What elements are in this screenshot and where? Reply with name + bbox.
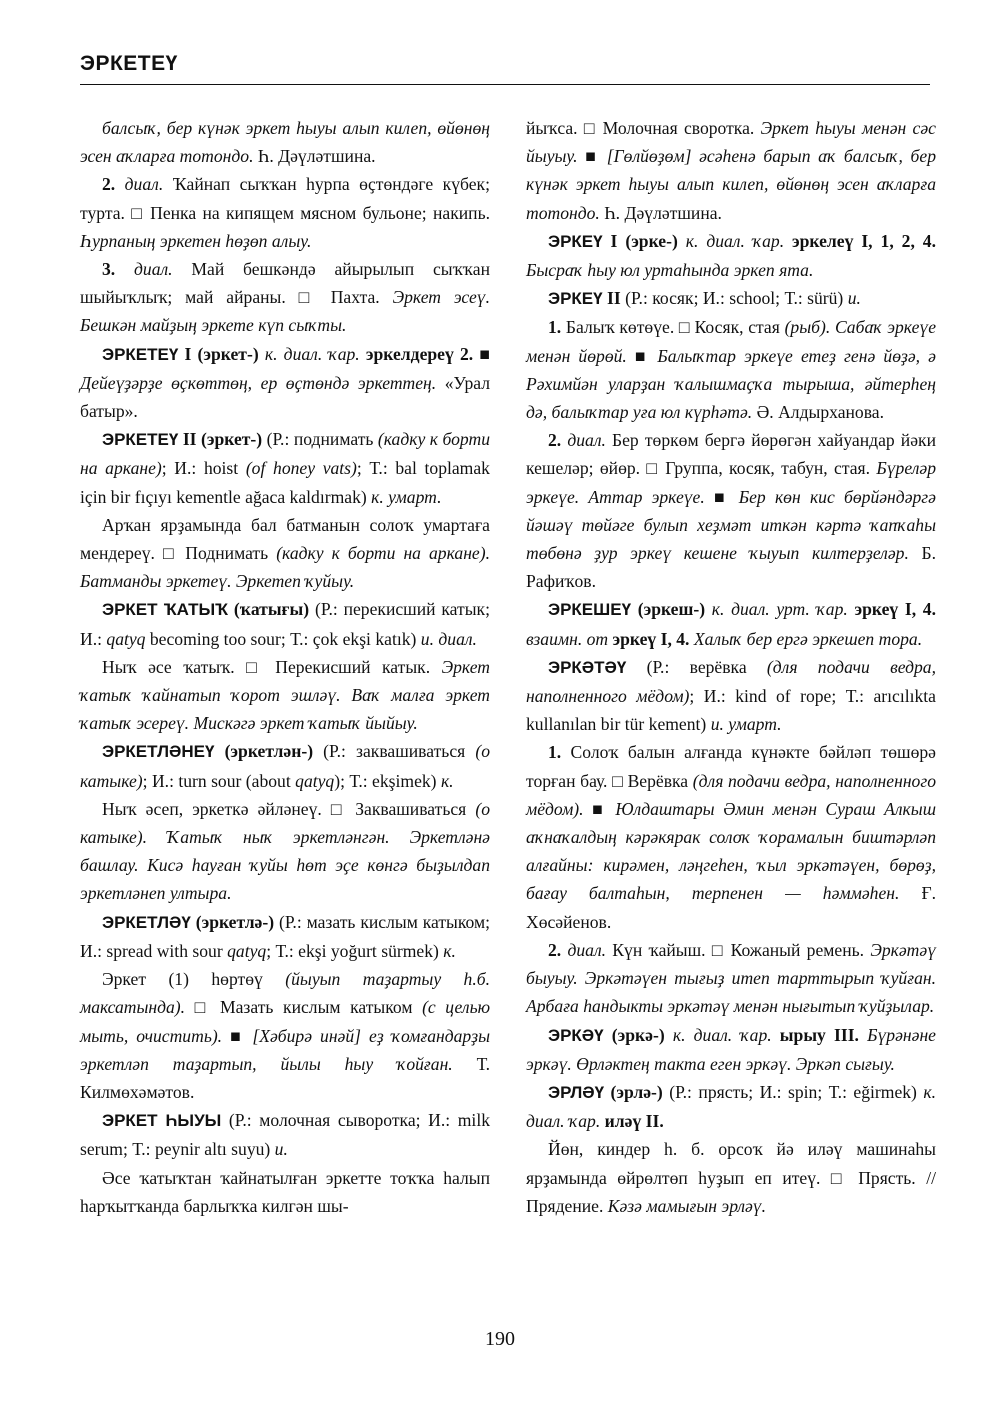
headword: ЭРКЕТЕҮ xyxy=(102,344,179,364)
headword: ЭРКЕҮ xyxy=(548,231,603,251)
sense-1: 1. Балыҡ көтөүе. □ Косяк, стая (рыб). Сабаҡ эркеүе менән йөрөй. ■ Балыҡтар эркеүе етеҙ генә йөҙә, ә Рәхимйән уларҙан ҡалышмаҫҡа тырыша, әйтерһең дә, балыҡтар уға юл күрһәтә. Ә. Алдырханова. xyxy=(526,317,936,423)
entry-erketlau: ЭРКЕТЛӘҮ (эркетлә-) (Р.: мазать кислым катыком; И.: spread with sour qatyq; Т.: ekşi yoğurt sürmek) к. xyxy=(80,911,490,961)
entry-erket-hyuy: ЭРКЕТ ҺЫУЫ (Р.: молочная сыворотка; И.: milk serum; Т.: peynir altı suyu) и. xyxy=(80,1110,491,1160)
headword: ЭРЛӘҮ xyxy=(548,1082,605,1102)
header-rule xyxy=(80,84,930,85)
definition: Әсе ҡатыҡтан ҡайнатылған эркетте тоҡҡа һалып һарҡытҡанда барлыҡҡа килгән шы- xyxy=(80,1167,490,1216)
headword: ЭРКЕТЕҮ xyxy=(102,430,179,450)
entry-erkau: ЭРКӘҮ (эркә-) к. диал. ҡар. ырыу III. Бүрәнәне эркәү. Өрләктең такта еген эркәү. Эркәп сығыу. xyxy=(526,1024,936,1074)
entry-erketeu-1: ЭРКЕТЕҮ I (эркет-) к. диал. ҡар. эркелдереү 2. ■ Дейеүҙәрҙе өҫкөттөң, ер өҫтөндә эркеттең. «Урал батыр». xyxy=(80,343,490,422)
entry-erket-katyk: ЭРКЕТ ҠАТЫҠ (ҡатығы) (Р.: перекисший катык; И.: qatyq becoming too sour; Т.: çok ekşi katık) и. диал. xyxy=(80,599,490,649)
entry-continuation: балсыҡ, бер күнәк эркет һыуы алып килеп, өйөнөң эсен аҡларға тотондо. Һ. Дәүләтшина. xyxy=(80,118,490,167)
headword: ЭРКЕТ ҠАТЫҠ xyxy=(102,600,229,620)
definition: Ныҡ әсеп, эркеткә әйләнеү. □ Заквашиваться (о катыке). Ҡатыҡ ныҡ эркетләнгән. Эркетләнә башлау. Кисә һауған ҡуйы һөт эҫе көнгә быҙылдап эркетләнеп ултыра. xyxy=(80,798,490,904)
entry-erlau: ЭРЛӘҮ (эрлә-) (Р.: прясть; И.: spin; Т.: eğirmek) к. диал. ҡар. иләү II. xyxy=(526,1081,937,1132)
definition: Ныҡ әсе ҡатыҡ. □ Перекисший катык. Эркет ҡатыҡ ҡайнатып ҡорот эшләү. Ваҡ малға эркет ҡатыҡ эсереү. Мискәгә эркет ҡатыҡ йыйыу. xyxy=(80,656,490,734)
entry-erketlaneu: ЭРКЕТЛӘНЕҮ (эркетлән-) (Р.: заквашиваться (о катыке); И.: turn sour (about qatyq); Т.: ekşimek) к. xyxy=(80,741,490,791)
right-column xyxy=(526,114,936,1220)
headword: ЭРКЕТЛӘНЕҮ xyxy=(102,742,215,762)
definition: Арҡан ярҙамында бал батманын солоҡ умартаға мендереү. □ Поднимать (кадку к борти на аркане). Батманды эркетеү. Эркетеп ҡуйыу. xyxy=(80,514,490,592)
sense-1: 1. Солоҡ балын алғанда күнәкте бәйләп төшөрә торған бау. □ Верёвка (для подачи ведра, наполненного мёдом). ■ Юлдаштары Әмин менән Сураш Алкыш аҡнаҡалдың кәрәкярак солоҡ ҡорамалын биштәрләп алғайны: кирәмен, ләңгеһен, ҡыл эркәтәүен, бөрөҙ, бағау балтаһын, терпенен — һәммәһен. Ғ. Хөсәйенов. xyxy=(526,742,937,932)
sense-2: 2. диал. Күн ҡайыш. □ Кожаный ремень. Эркәтәү быуыу. Эркәтәүен тығыҙ итеп тарттырып ҡуйған. Арбаға һандыкты эркәтәү менән нығытып ҡуйҙылар. xyxy=(526,939,936,1017)
headword: ЭРКӘҮ xyxy=(548,1025,604,1045)
headword: ЭРКӘТӘҮ xyxy=(548,657,627,677)
left-column xyxy=(80,114,490,1220)
page-number: 190 xyxy=(485,1328,515,1350)
running-head: ЭРКЕТЕҮ xyxy=(80,52,178,75)
headword: ЭРКЕШЕҮ xyxy=(548,600,632,620)
sense-3: 3. диал. Май бешкәндә айырылып сыҡҡан шыйыҡлыҡ; май айраны. □ Пахта. Эркет эсеү. Бешкән майҙың эркете күп сыҡты. xyxy=(80,259,490,336)
definition: Йөн, киндер һ. б. орсоҡ йә иләү машинаһы ярҙамында өйрөлтөп һуҙып еп итеү. □ Прясть. // Прядение. Кәзә мамығын эрләү. xyxy=(526,1139,936,1216)
entry-erkeu-1: ЭРКЕҮ I (эрке-) к. диал. ҡар. эркелеү I, 1, 2, 4. Бысраҡ һыу юл уртаһында эркеп ята. xyxy=(526,230,936,281)
entry-erkesheu: ЭРКЕШЕҮ (эркеш-) к. диал. урт. ҡар. эркеү I, 4. взаимн. от эркеү I, 4. Халыҡ бер ергә эркешеп тора. xyxy=(526,599,936,649)
headword: ЭРКЕТЛӘҮ xyxy=(102,912,191,932)
definition: Эркет (1) һөртөү (йыуып таҙартыу һ.б. максатында). □ Мазать кислым катыком (с целью мыть, очистить). ■ [Хәбирә инәй] еҙ ҡомғандарҙы эркетләп таҙартып, йылы һыу ҡойған. Т. Килмөхәмәтов. xyxy=(80,969,490,1102)
entry-continuation: йыҡса. □ Молочная своротка. Эркет һыуы менән сәс йыуыу. ■ [Гөлйөҙөм] әсәһенә барып аҡ балсыҡ, бер күнәк эркет һыуы алып килеп, өйөнөң эсен аҡларға тотондо. Һ. Дәүләтшина. xyxy=(526,118,936,223)
entry-erketeu-2: ЭРКЕТЕҮ II (эркет-) (Р.: поднимать (кадку к борти на аркане); И.: hoist (of honey vats); Т.: bal toplamak için bir fıçıyı kementle ağaca kaldırmak) к. умарт. xyxy=(80,429,490,507)
entry-erkeu-2: ЭРКЕҮ II (Р.: косяк; И.: school; Т.: sürü) и. xyxy=(548,288,861,309)
sense-2: 2. диал. Ҡайнап сыҡҡан һурпа өҫтөндәге күбек; турта. □ Пенка на кипящем мясном бульоне; накипь. Һурпаның эркетен һөҙөп алыу. xyxy=(80,174,490,251)
headword: ЭРКЕҮ xyxy=(548,289,603,309)
sense-2: 2. диал. Бер төркөм бергә йөрөгән хайуандар йәки кешеләр; өйөр. □ Группа, косяк, табун, стая. Бүреләр эркеүе. Аттар эркеүе. ■ Бер көн кис бөрйәндәргә йәшәү төйәге булып хеҙмәт иткән кәртә ҡапҡаһы төбөнә ҙур эркеү кешене ҡыуып килтерҙеләр. Б. Рафиҡов. xyxy=(526,430,937,592)
entry-erkatau: ЭРКӘТӘҮ (Р.: верёвка (для подачи ведра, наполненного мёдом); И.: kind of rope; Т.: arıcılıkta kullanılan bir tür kement) и. умарт. xyxy=(526,656,936,735)
headword: ЭРКЕТ ҺЫУЫ xyxy=(102,1111,222,1131)
